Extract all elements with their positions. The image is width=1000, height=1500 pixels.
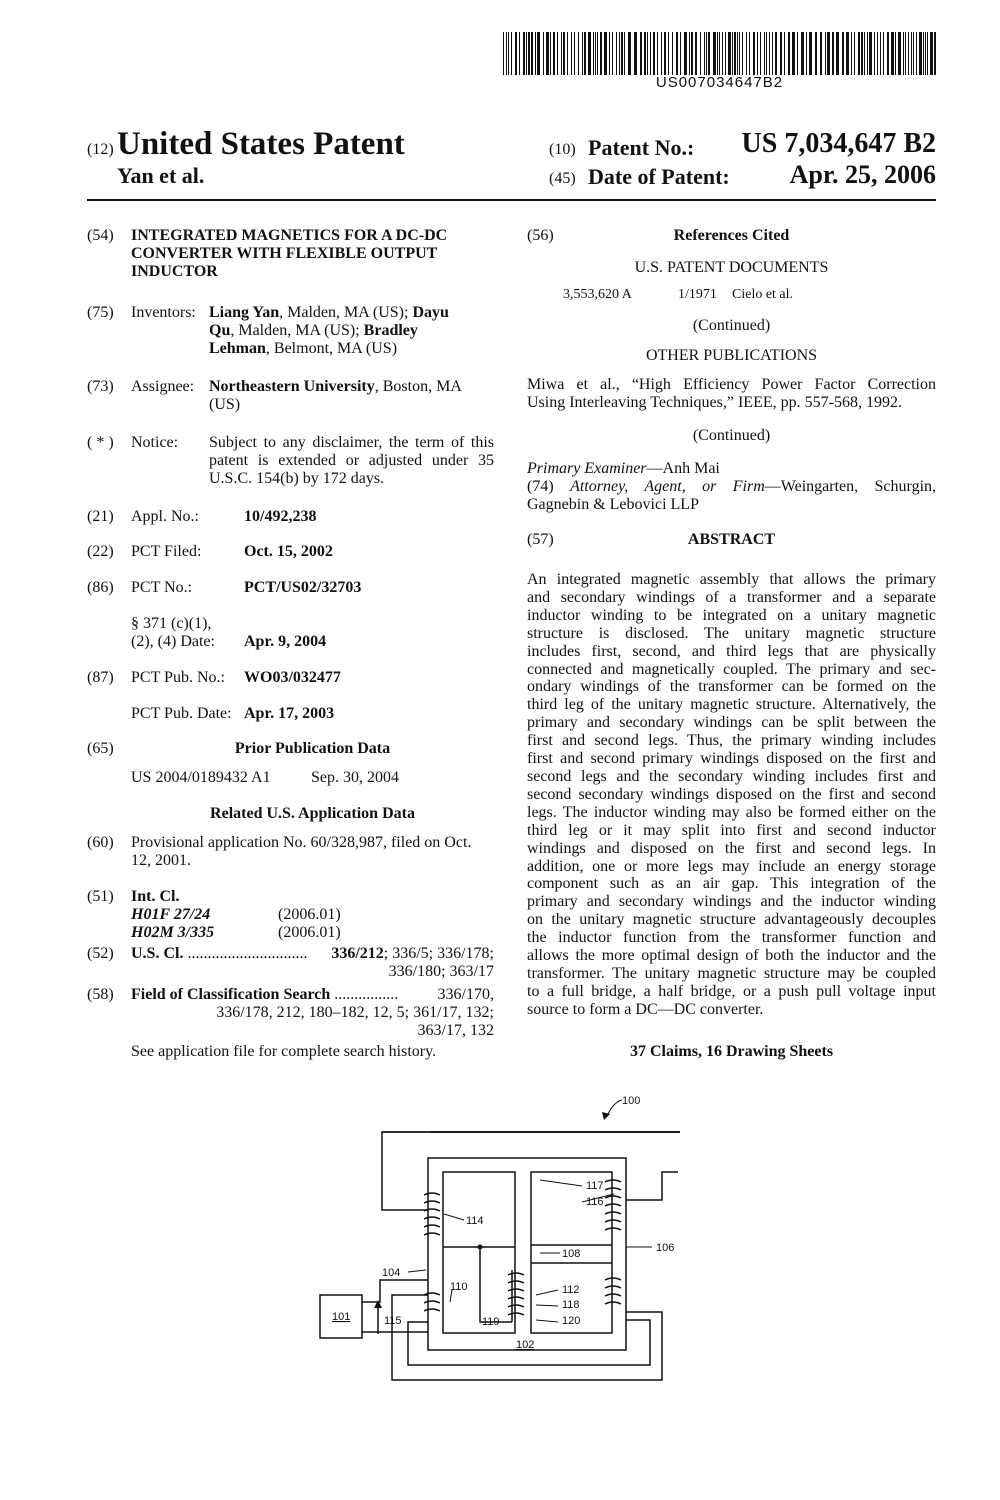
abstract-line: third leg of the unitary magnetic structure. Alternatively, the xyxy=(527,696,936,714)
pct-no-value: PCT/US02/32703 xyxy=(244,579,362,596)
appl-code: (21) xyxy=(87,508,114,525)
code-10: (10) xyxy=(549,141,576,158)
assignee-code: (73) xyxy=(87,378,114,395)
label-114: 114 xyxy=(466,1215,484,1227)
ref-number: 3,553,620 A xyxy=(563,287,632,302)
label-102: 102 xyxy=(516,1339,535,1351)
abstract-line: second legs and the secondary winding includes first and xyxy=(527,767,936,785)
label-108: 108 xyxy=(562,1248,581,1260)
pct-filed-value: Oct. 15, 2002 xyxy=(244,543,333,560)
pct-filed-label: PCT Filed: xyxy=(131,543,202,560)
pct-no-code: (86) xyxy=(87,579,114,596)
abstract-line: first and second primary windings disposed on the first and xyxy=(527,750,936,768)
publication-number: US007034647B2 xyxy=(655,74,784,91)
patent-number: US 7,034,647 B2 xyxy=(741,128,936,159)
title-code: (54) xyxy=(87,227,114,244)
label-101: 101 xyxy=(332,1311,351,1323)
patent-number-label: Patent No.: xyxy=(588,135,695,160)
label-116: 116 xyxy=(586,1196,604,1208)
header-rule xyxy=(87,199,936,201)
abstract-line: connected and magnetically coupled. The primary and sec- xyxy=(527,660,936,678)
inventors-label: Inventors: xyxy=(131,304,196,321)
inventors-list: Liang Yan, Malden, MA (US); Dayu Qu, Malden, MA (US); Bradley Lehman, Belmont, MA (US) xyxy=(209,304,449,357)
prior-pub-date: Sep. 30, 2004 xyxy=(311,769,399,786)
date-of-patent-label: Date of Patent: xyxy=(588,164,730,189)
abstract-line: addition, one or more legs may include an energy storage xyxy=(527,857,936,875)
label-110: 110 xyxy=(450,1281,468,1293)
s371-value: Apr. 9, 2004 xyxy=(244,633,327,650)
uscl-line2: 336/180; 363/17 xyxy=(388,963,494,980)
intcl-code: (51) xyxy=(87,888,114,905)
primary-examiner: Primary Examiner—Anh Mai xyxy=(527,460,720,477)
field-line3: 363/17, 132 xyxy=(417,1022,494,1039)
pct-no-label: PCT No.: xyxy=(131,579,193,596)
abstract-line: An integrated magnetic assembly that allows the primary xyxy=(527,571,936,588)
pub-date-value: Apr. 17, 2003 xyxy=(244,705,335,722)
uscl-line: U.S. Cl. .............................. 336/212; 336/5; 336/178; xyxy=(131,945,494,962)
label-104: 104 xyxy=(382,1267,401,1279)
inventors-code: (75) xyxy=(87,304,114,321)
label-117: 117 xyxy=(586,1180,604,1192)
abstract-line: ondary windings of the transformer can be formed on the xyxy=(527,678,936,696)
notice-label: Notice: xyxy=(131,434,179,451)
notice-code: ( * ) xyxy=(87,434,114,451)
provisional-code: (60) xyxy=(87,834,114,851)
figure-drawing xyxy=(300,1090,1000,1420)
barcode xyxy=(503,32,936,75)
related-heading: Related U.S. Application Data xyxy=(210,805,415,822)
prior-pub-code: (65) xyxy=(87,740,114,757)
date-of-patent: Apr. 25, 2006 xyxy=(789,160,936,189)
refs-code: (56) xyxy=(527,227,554,244)
other-publications-heading: OTHER PUBLICATIONS xyxy=(645,347,818,364)
coil-120 xyxy=(508,1273,524,1315)
pct-filed-code: (22) xyxy=(87,543,114,560)
refs-heading: References Cited xyxy=(673,227,790,244)
coil-116 xyxy=(605,1180,621,1230)
intcl-label: Int. Cl. xyxy=(131,888,180,905)
abstract-line: inductor winding to be integrated on a unitary magnetic xyxy=(527,606,936,624)
prior-pub-heading: Prior Publication Data xyxy=(234,740,391,757)
appl-value: 10/492,238 xyxy=(244,508,317,525)
field-code: (58) xyxy=(87,986,114,1003)
document-type: United States Patent xyxy=(117,126,405,162)
label-112: 112 xyxy=(562,1284,580,1296)
us-patent-docs-heading: U.S. PATENT DOCUMENTS xyxy=(634,259,829,276)
abstract-line: first and second legs. Thus, the primary winding includes xyxy=(527,732,936,750)
invention-title: INTEGRATED MAGNETICS FOR A DC-DC CONVERTER WITH FLEXIBLE OUTPUT INDUCTOR xyxy=(131,227,448,280)
abstract-line: source to form a DC—DC converter. xyxy=(527,1000,764,1018)
assignee-label: Assignee: xyxy=(131,378,195,395)
ref-date: 1/1971 xyxy=(678,287,717,302)
prior-pub-number: US 2004/0189432 A1 xyxy=(131,769,271,786)
label-120: 120 xyxy=(562,1315,581,1327)
intcl-row: H02M 3/335 (2006.01) xyxy=(131,924,341,941)
abstract-heading: ABSTRACT xyxy=(687,531,776,548)
label-119: 119 xyxy=(482,1316,500,1328)
abstract-line: structure is disclosed. The unitary magnetic structure xyxy=(527,624,936,642)
attorney: (74) Attorney, Agent, or Firm—Weingarten, Schurgin, Gagnebin & Lebovici LLP xyxy=(527,478,937,513)
abstract-line: the inductor function from the transformer function and xyxy=(527,929,936,947)
coil-114 xyxy=(424,1193,440,1235)
other-publication: Miwa et al., “High Efficiency Power Factor Correction Using Interleaving Techniques,” IEEE, pp. 557-568, 1992. xyxy=(527,376,936,411)
abstract-line: allows the more optimal design of both the inductor and the xyxy=(527,947,936,965)
abstract-line: transformer. The unitary magnetic structure may be coupled xyxy=(527,964,936,982)
field-line4: See application file for complete search history. xyxy=(131,1043,437,1060)
abstract-line: third leg or it may split into first and second inductor xyxy=(527,821,936,839)
field-line: Field of Classification Search ................ 336/170, xyxy=(131,986,494,1003)
abstract-line: on the unitary magnetic structure advantageously decouples xyxy=(527,911,936,929)
appl-label: Appl. No.: xyxy=(131,508,199,525)
ref-name: Cielo et al. xyxy=(732,287,794,302)
abstract-line: primary and secondary windings and the inductor winding xyxy=(527,893,936,911)
intcl-row: H01F 27/24 (2006.01) xyxy=(131,906,341,923)
field-line2: 336/178, 212, 180–182, 12, 5; 361/17, 132; xyxy=(216,1004,494,1021)
abstract-body xyxy=(527,571,936,1019)
coil-112 xyxy=(605,1278,621,1304)
continued-2: (Continued) xyxy=(692,427,771,444)
pub-no-label: PCT Pub. No.: xyxy=(131,669,225,686)
code-12: (12) xyxy=(87,141,114,158)
label-115: 115 xyxy=(384,1315,402,1327)
uscl-code: (52) xyxy=(87,945,114,962)
abstract-line: and secondary windings of a transformer and a separate xyxy=(527,588,936,606)
abstract-line: second secondary windings disposed on the first and second xyxy=(527,785,936,803)
abstract-line: to a full bridge, a half bridge, or a push pull voltage input xyxy=(527,982,936,1000)
abstract-line: windings and disposed on the first and second legs. In xyxy=(527,839,936,857)
notice-text: Subject to any disclaimer, the term of this patent is extended or adjusted under 35 U.S.C. 154(b) by 172 days. xyxy=(209,434,494,487)
provisional-text: Provisional application No. 60/328,987, filed on Oct. 12, 2001. xyxy=(131,834,472,869)
assignee-value: Northeastern University, Boston, MA (US) xyxy=(209,378,462,413)
abstract-line: primary and secondary windings can be split between the xyxy=(527,714,936,732)
abstract-line: component such as an air gap. This integration of the xyxy=(527,875,936,893)
authors: Yan et al. xyxy=(117,163,205,188)
abstract-line: includes first, second, and third legs that are physically xyxy=(527,642,936,660)
s371-label: § 371 (c)(1), (2), (4) Date: xyxy=(131,615,215,650)
core-window-left xyxy=(443,1172,515,1333)
label-118: 118 xyxy=(562,1299,580,1311)
continued-1: (Continued) xyxy=(692,317,771,334)
label-100: 100 xyxy=(622,1095,641,1107)
claims-count: 37 Claims, 16 Drawing Sheets xyxy=(629,1043,834,1060)
pub-no-code: (87) xyxy=(87,669,114,686)
abstract-code: (57) xyxy=(527,531,554,548)
abstract-line: legs. The inductor winding may also be formed either on the xyxy=(527,803,936,821)
code-45: (45) xyxy=(549,170,576,187)
pub-date-label: PCT Pub. Date: xyxy=(131,705,232,722)
pub-no-value: WO03/032477 xyxy=(244,669,341,686)
label-106: 106 xyxy=(656,1242,675,1254)
